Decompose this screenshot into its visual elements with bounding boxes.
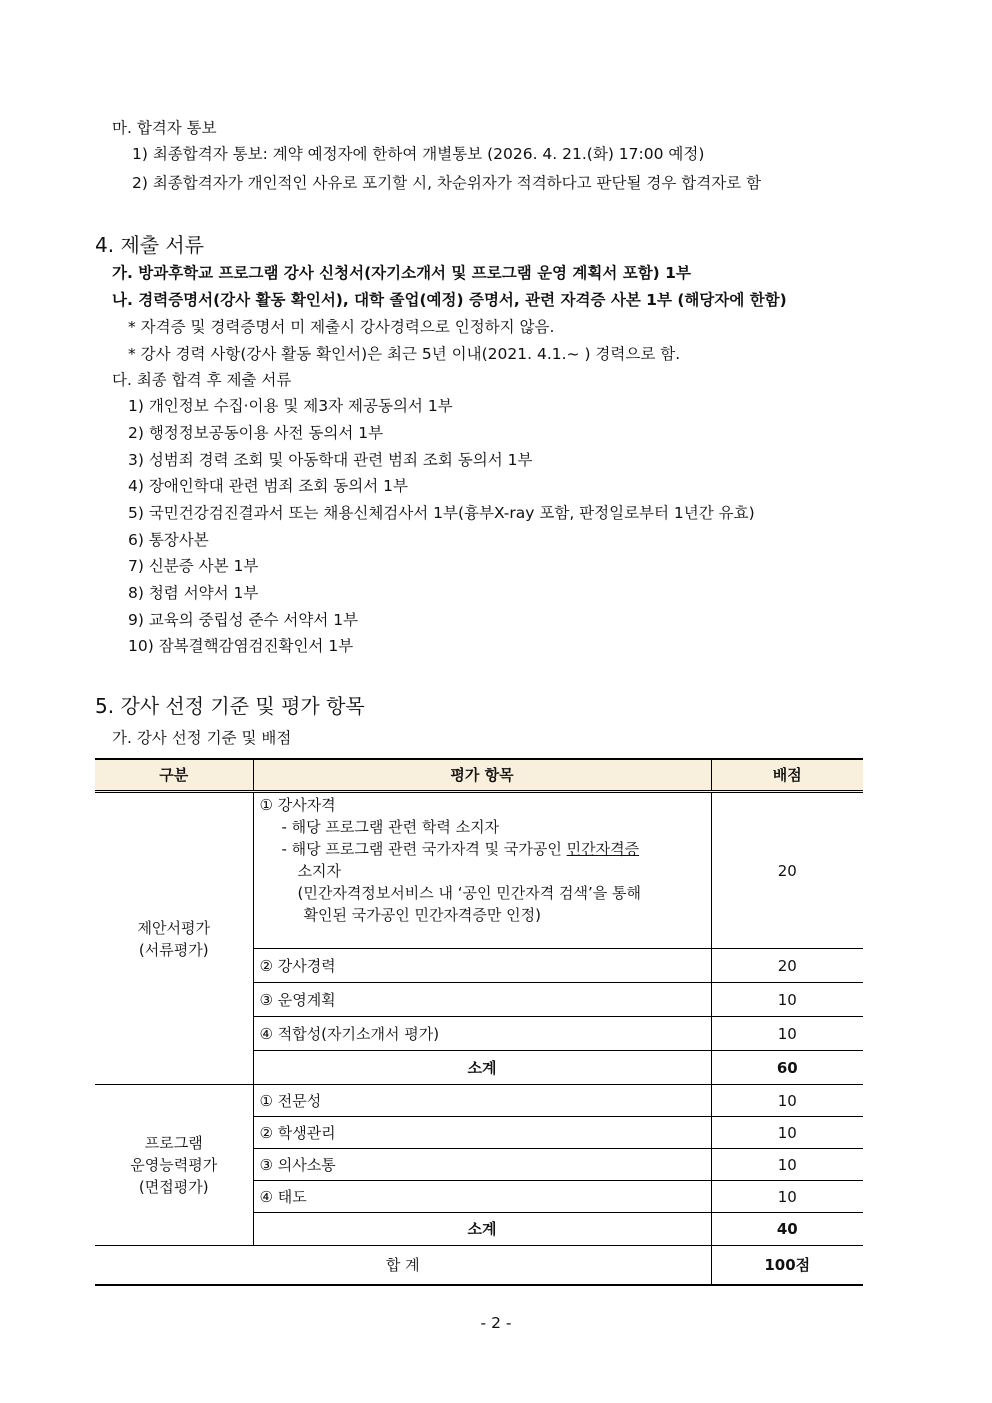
total-label: 합 계 [95,1246,711,1286]
list-item: 9) 교육의 중립성 준수 서약서 1부 [128,611,359,629]
table-row [95,1085,863,1117]
list-item: 5) 국민건강검진결과서 또는 채용신체검사서 1부(흉부X-ray 포함, 판정일로부터 1년간 유효) [128,504,755,522]
item-sub-text: - 해당 프로그램 관련 국가자격 및 국가공인 [281,840,567,858]
scoring-table [95,758,863,1286]
item-sub [260,838,705,860]
header-evaluation-item: 평가 항목 [253,759,711,792]
item-sub: - 해당 프로그램 관련 학력 소지자 [281,818,500,836]
group2-item4: ④ 태도 [253,1181,711,1213]
section4-note1: * 자격증 및 경력증명서 미 제출시 강사경력으로 인정하지 않음. [128,318,555,336]
section4-ga: 가. 방과후학교 프로그램 강사 신청서(자기소개서 및 프로그램 운영 계획서 포함) 1부 [112,264,691,282]
item-note: 확인된 국가공인 민간자격증만 인정) [303,906,542,924]
group1-item4: ④ 적합성(자기소개서 평가) [253,1017,711,1051]
group1-label-line1: 제안서평가 [137,918,210,937]
group2-item4-score: 10 [711,1181,863,1213]
section-ma-title: 마. 합격자 통보 [112,119,217,137]
group1-item1-score: 20 [711,792,863,949]
table-header-row [95,759,863,792]
group1-subtotal-label: 소계 [253,1051,711,1085]
section4-da: 다. 최종 합격 후 제출 서류 [112,371,292,389]
list-item: 6) 통장사본 [128,531,209,549]
table-row [95,792,863,949]
group1-subtotal-score: 60 [711,1051,863,1085]
list-item: 10) 잠복결핵감염검진확인서 1부 [128,637,354,655]
item-note: (민간자격정보서비스 내 ‘공인 민간자격 검색’을 통해 [297,884,642,902]
group2-label-line2: 운영능력평가 [130,1156,218,1174]
group2-label-line1: 프로그램 [144,1134,203,1152]
group2-label [95,1085,253,1246]
section-ma-item2: 2) 최종합격자가 개인적인 사유로 포기할 시, 차순위자가 적격하다고 판단될 경우 합격자로 함 [132,174,762,192]
group2-item1: ① 전문성 [253,1085,711,1117]
group2-item2-score: 10 [711,1117,863,1149]
list-item: 7) 신분증 사본 1부 [128,557,259,575]
section4-na: 나. 경력증명서(강사 활동 확인서), 대학 졸업(예정) 증명서, 관련 자격증 사본 1부 (해당자에 한함) [112,291,787,309]
header-score: 배점 [711,759,863,792]
group2-item1-score: 10 [711,1085,863,1117]
list-item: 3) 성범죄 경력 조회 및 아동학대 관련 범죄 조회 동의서 1부 [128,451,533,469]
total-score: 100점 [711,1246,863,1286]
list-item: 1) 개인정보 수집·이용 및 제3자 제공동의서 1부 [128,397,453,415]
section4-heading: 4. 제출 서류 [95,233,205,257]
group1-item3-score: 10 [711,983,863,1017]
group2-subtotal-label: 소계 [253,1213,711,1246]
group2-item3-score: 10 [711,1149,863,1181]
item-sub-cont: 소지자 [297,862,341,880]
table-total-row [95,1246,863,1286]
page-number: - 2 - [480,1314,512,1332]
header-category: 구분 [95,759,253,792]
group2-label-line3: (면접평가) [138,1178,209,1196]
group1-item2-score: 20 [711,949,863,983]
group1-label [95,792,253,1085]
list-item: 2) 행정정보공동이용 사전 동의서 1부 [128,424,384,442]
group1-item2: ② 강사경력 [253,949,711,983]
section-ma-item1: 1) 최종합격자 통보: 계약 예정자에 한하여 개별통보 (2026. 4. 21.(화) 17:00 예정) [132,145,705,163]
list-item: 8) 청렴 서약서 1부 [128,584,259,602]
section5-heading: 5. 강사 선정 기준 및 평가 항목 [95,694,365,718]
section4-note2: * 강사 경력 사항(강사 활동 확인서)은 최근 5년 이내(2021. 4.1.~ ) 경력으로 함. [128,345,681,363]
group1-label-line2: (서류평가) [138,940,209,959]
group1-item1 [253,792,711,949]
list-item: 4) 장애인학대 관련 범죄 조회 동의서 1부 [128,477,408,495]
group2-item2: ② 학생관리 [253,1117,711,1149]
group1-item3: ③ 운영계획 [253,983,711,1017]
item-sub-underlined: 민간자격증 [566,840,640,858]
section5-subheading: 가. 강사 선정 기준 및 배점 [112,729,292,747]
group2-item3: ③ 의사소통 [253,1149,711,1181]
item-title: ① 강사자격 [259,796,336,814]
group1-item4-score: 10 [711,1017,863,1051]
group2-subtotal-score: 40 [711,1213,863,1246]
